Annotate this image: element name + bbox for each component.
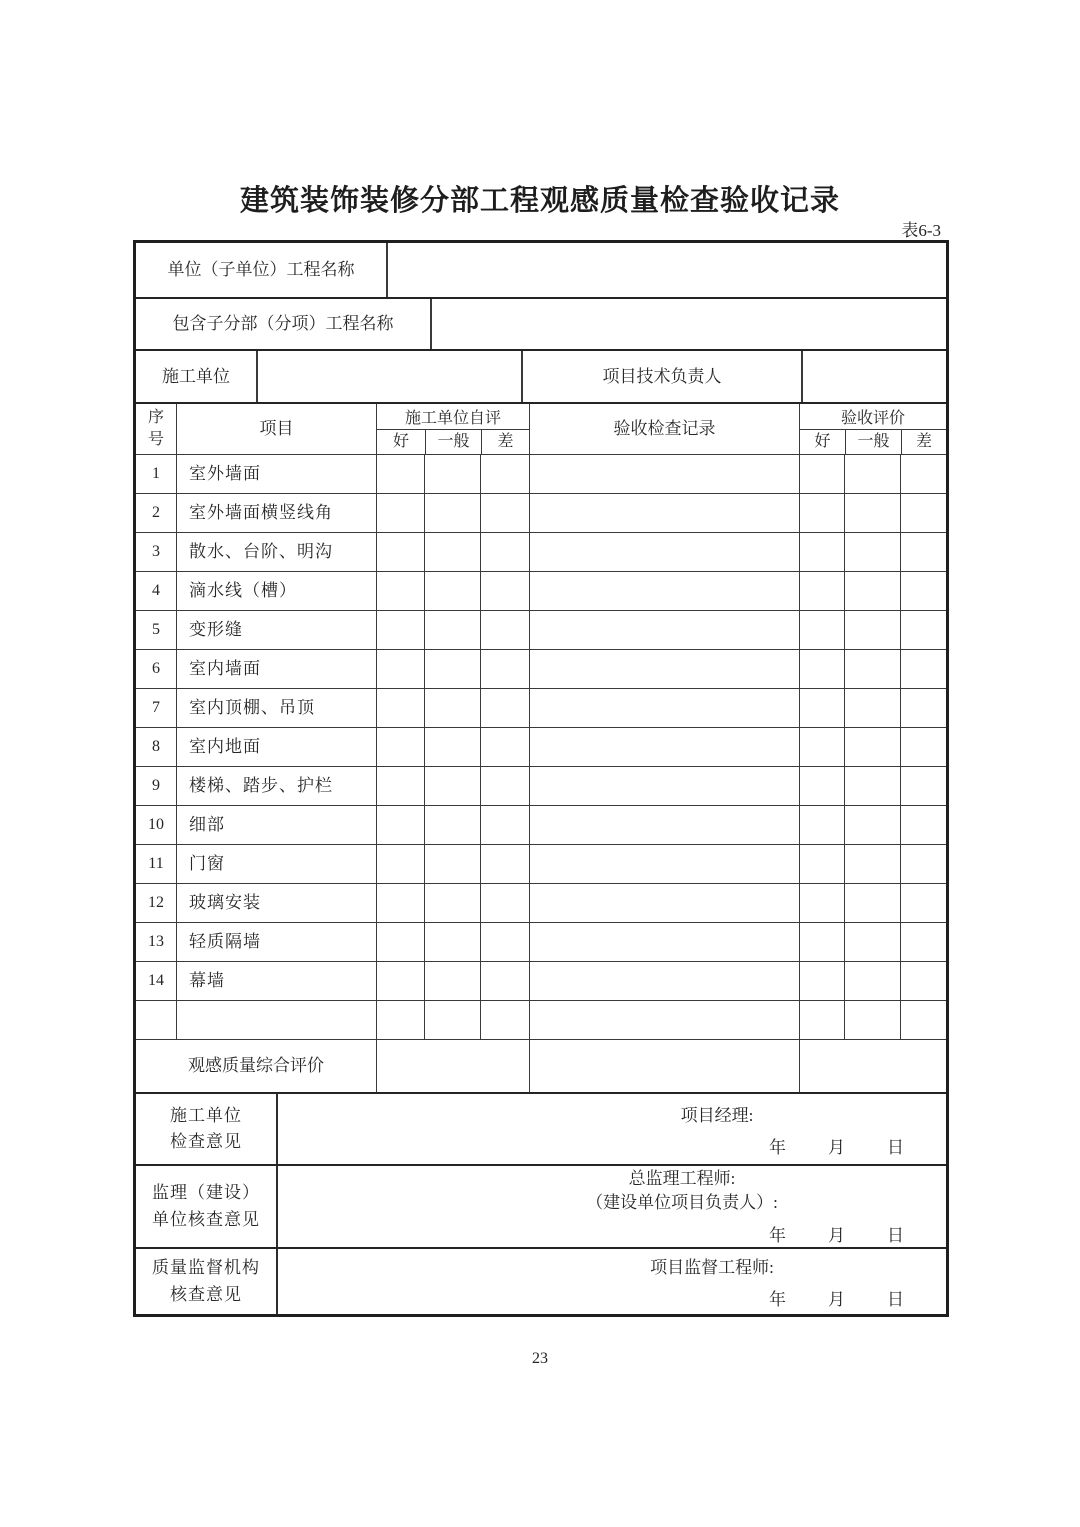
inspection-record-cell <box>529 455 799 493</box>
row-item-label: 室内地面 <box>176 728 376 766</box>
acceptance-poor-cell <box>900 455 946 493</box>
acceptance-good-cell <box>799 611 844 649</box>
date-year-label: 年 <box>769 1226 786 1246</box>
inspection-record-cell <box>529 494 799 532</box>
self-eval-poor-cell <box>480 689 529 727</box>
acceptance-poor-header: 差 <box>901 430 946 454</box>
tech-lead-value-cell <box>801 351 946 402</box>
self-eval-average-cell <box>424 494 480 532</box>
acceptance-header: 验收评价 <box>800 404 946 430</box>
row-number: 3 <box>152 543 160 560</box>
unit-name-row <box>136 243 946 297</box>
self-eval-poor-header: 差 <box>481 430 529 454</box>
quality-agency-opinion-label <box>136 1249 276 1314</box>
page-title: 建筑装饰装修分部工程观感质量检查验收记录 <box>239 185 840 217</box>
table-row <box>136 883 946 922</box>
table-row <box>136 805 946 844</box>
self-eval-good-cell <box>376 650 424 688</box>
self-eval-poor-cell <box>480 533 529 571</box>
sub-part-name-value-cell <box>430 299 946 349</box>
construction-opinion-row <box>136 1092 946 1164</box>
inspection-record-cell <box>529 728 799 766</box>
row-item-label: 玻璃安装 <box>176 884 376 922</box>
quality-agency-opinion-row <box>136 1247 946 1314</box>
row-item-label: 散水、台阶、明沟 <box>176 533 376 571</box>
acceptance-good-cell <box>799 884 844 922</box>
quality-agency-opinion-label-line1: 质量监督机构 <box>152 1258 260 1278</box>
construction-opinion-label <box>136 1094 276 1164</box>
acceptance-average-cell <box>844 767 900 805</box>
acceptance-good-cell <box>799 923 844 961</box>
table-row <box>136 454 946 493</box>
acceptance-average-cell <box>844 689 900 727</box>
self-eval-good-cell <box>376 962 424 1000</box>
acceptance-poor-cell <box>900 728 946 766</box>
self-eval-good-cell <box>376 533 424 571</box>
acceptance-poor-cell <box>900 611 946 649</box>
table-row-empty <box>136 1000 946 1039</box>
page-number: 23 <box>532 1350 548 1367</box>
inspection-record-cell <box>529 767 799 805</box>
row-number: 1 <box>152 465 160 482</box>
row-item-label: 门窗 <box>176 845 376 883</box>
acceptance-average-cell <box>844 533 900 571</box>
supervision-opinion-content <box>276 1166 946 1247</box>
self-eval-poor-cell <box>480 455 529 493</box>
date-year-label: 年 <box>769 1137 786 1157</box>
chief-supervision-engineer-signature-label: 总监理工程师: <box>628 1168 736 1188</box>
self-eval-average-cell <box>424 884 480 922</box>
row-number: 12 <box>148 894 164 911</box>
row-item-label: 室外墙面横竖线角 <box>176 494 376 532</box>
contractor-value-cell <box>256 351 521 402</box>
self-eval-poor-cell <box>480 884 529 922</box>
self-eval-good-cell <box>376 611 424 649</box>
date-line <box>278 1285 946 1310</box>
acceptance-good-cell <box>799 689 844 727</box>
row-number: 4 <box>152 582 160 599</box>
acceptance-average-cell <box>844 1001 900 1039</box>
acceptance-poor-cell <box>900 572 946 610</box>
acceptance-poor-cell <box>900 845 946 883</box>
self-eval-good-cell <box>376 884 424 922</box>
quality-agency-opinion-label-line2: 核查意见 <box>170 1284 242 1304</box>
acceptance-average-cell <box>844 572 900 610</box>
supervision-opinion-label-line2: 单位核查意见 <box>152 1209 260 1229</box>
date-month-label: 月 <box>828 1226 845 1246</box>
acceptance-good-header: 好 <box>814 433 831 450</box>
self-eval-good-cell <box>376 845 424 883</box>
self-eval-poor-cell <box>480 767 529 805</box>
self-eval-poor-cell <box>480 650 529 688</box>
row-number: 10 <box>148 816 164 833</box>
row-item-label: 楼梯、踏步、护栏 <box>176 767 376 805</box>
self-eval-poor-cell <box>480 845 529 883</box>
row-number: 14 <box>148 972 164 989</box>
row-item-label: 室内顶棚、吊顶 <box>176 689 376 727</box>
acceptance-good-cell <box>799 494 844 532</box>
self-eval-header: 施工单位自评 <box>377 404 529 430</box>
table-row <box>136 961 946 1000</box>
contractor-label: 施工单位 <box>162 366 230 386</box>
self-eval-good-cell <box>376 572 424 610</box>
self-eval-good-cell <box>376 806 424 844</box>
overall-record-cell <box>529 1040 799 1092</box>
acceptance-average-cell <box>844 845 900 883</box>
inspection-record-cell <box>529 650 799 688</box>
acceptance-poor-cell <box>900 1001 946 1039</box>
row-item-label: 细部 <box>176 806 376 844</box>
self-eval-poor-cell <box>480 494 529 532</box>
row-item-label: 变形缝 <box>176 611 376 649</box>
supervision-opinion-row <box>136 1164 946 1247</box>
date-month-label: 月 <box>828 1290 845 1309</box>
self-eval-average-cell <box>424 806 480 844</box>
self-eval-average-cell <box>424 767 480 805</box>
date-line <box>278 1133 946 1158</box>
acceptance-average-cell <box>844 962 900 1000</box>
self-eval-average-header: 一般 <box>425 430 481 454</box>
acceptance-header-group <box>799 404 946 454</box>
self-eval-good-cell <box>376 689 424 727</box>
row-number: 13 <box>148 933 164 950</box>
inspection-record-cell <box>529 962 799 1000</box>
acceptance-poor-cell <box>900 494 946 532</box>
acceptance-good-cell <box>799 806 844 844</box>
construction-opinion-content <box>276 1094 946 1164</box>
date-day-label: 日 <box>887 1137 904 1157</box>
acceptance-poor-cell <box>900 689 946 727</box>
row-item-label: 轻质隔墙 <box>176 923 376 961</box>
table-number-tag: 表6-3 <box>901 221 941 240</box>
table-row <box>136 571 946 610</box>
tech-lead-label: 项目技术负责人 <box>521 351 801 402</box>
self-eval-poor-cell <box>480 806 529 844</box>
acceptance-poor-cell <box>900 533 946 571</box>
self-eval-good-cell <box>376 455 424 493</box>
acceptance-good-cell <box>799 728 844 766</box>
acceptance-good-cell <box>799 845 844 883</box>
self-eval-good-cell <box>376 728 424 766</box>
sub-part-name-label: 包含子分部（分项）工程名称 <box>172 314 394 334</box>
table-row <box>136 727 946 766</box>
acceptance-average-cell <box>844 650 900 688</box>
acceptance-good-cell <box>799 533 844 571</box>
inspection-record-cell <box>529 611 799 649</box>
date-month-label: 月 <box>828 1137 845 1157</box>
quality-agency-opinion-content <box>276 1249 946 1314</box>
contractor-row <box>136 349 946 402</box>
inspection-record-cell <box>529 572 799 610</box>
acceptance-average-cell <box>844 806 900 844</box>
table-row <box>136 766 946 805</box>
row-item-label: 室内墙面 <box>176 650 376 688</box>
owner-project-lead-signature-label: （建设单位项目负责人）: <box>586 1192 778 1212</box>
inspection-record-cell <box>529 884 799 922</box>
inspection-record-cell <box>529 923 799 961</box>
self-eval-poor-cell <box>480 728 529 766</box>
row-item-label <box>176 1001 376 1039</box>
row-number: 6 <box>152 660 160 677</box>
construction-opinion-label-line2: 检查意见 <box>170 1132 242 1151</box>
self-eval-poor-cell <box>480 962 529 1000</box>
row-number: 2 <box>152 504 160 521</box>
row-number: 8 <box>152 738 160 755</box>
inspection-record-cell <box>529 689 799 727</box>
self-eval-good-cell <box>376 494 424 532</box>
grid-header-row <box>136 402 946 454</box>
row-number: 11 <box>148 855 164 872</box>
table-row <box>136 649 946 688</box>
acceptance-good-cell <box>799 650 844 688</box>
self-eval-average-cell <box>424 650 480 688</box>
table-row <box>136 610 946 649</box>
acceptance-average-cell <box>844 611 900 649</box>
supervision-opinion-label <box>136 1166 276 1247</box>
acceptance-average-header: 一般 <box>845 430 901 454</box>
acceptance-average-cell <box>844 923 900 961</box>
self-eval-good-cell <box>376 767 424 805</box>
self-eval-good-cell <box>376 1001 424 1039</box>
row-item-label: 幕墙 <box>176 962 376 1000</box>
table-row <box>136 532 946 571</box>
acceptance-good-cell <box>799 767 844 805</box>
self-eval-poor-cell <box>480 611 529 649</box>
acceptance-average-cell <box>844 884 900 922</box>
date-day-label: 日 <box>887 1290 904 1309</box>
acceptance-poor-cell <box>900 650 946 688</box>
acceptance-average-cell <box>844 494 900 532</box>
overall-self-eval-cell <box>376 1040 529 1092</box>
self-eval-poor-cell <box>480 923 529 961</box>
sub-part-name-row <box>136 297 946 349</box>
self-eval-average-cell <box>424 455 480 493</box>
table-row <box>136 688 946 727</box>
acceptance-poor-cell <box>900 923 946 961</box>
acceptance-good-cell <box>799 1001 844 1039</box>
date-line <box>278 1221 946 1246</box>
self-eval-good-cell <box>376 923 424 961</box>
self-eval-average-cell <box>424 962 480 1000</box>
self-eval-average-cell <box>424 728 480 766</box>
table-row <box>136 493 946 532</box>
acceptance-poor-cell <box>900 767 946 805</box>
inspection-record-cell <box>529 845 799 883</box>
construction-opinion-label-line1: 施工单位 <box>170 1105 242 1125</box>
project-manager-signature-label: 项目经理: <box>680 1105 754 1125</box>
overall-evaluation-label: 观感质量综合评价 <box>188 1056 324 1076</box>
seq-column-header: 序号 <box>147 409 164 448</box>
acceptance-poor-cell <box>900 806 946 844</box>
date-day-label: 日 <box>887 1226 904 1246</box>
row-number: 9 <box>152 777 160 794</box>
self-eval-average-cell <box>424 1001 480 1039</box>
self-eval-poor-cell <box>480 572 529 610</box>
acceptance-good-cell <box>799 572 844 610</box>
row-number: 5 <box>152 621 160 638</box>
acceptance-good-cell <box>799 455 844 493</box>
project-supervision-engineer-signature-label: 项目监督工程师: <box>650 1258 774 1277</box>
row-item-label: 滴水线（槽） <box>176 572 376 610</box>
self-eval-header-group <box>376 404 529 454</box>
inspection-record-cell <box>529 806 799 844</box>
table-row <box>136 844 946 883</box>
self-eval-average-cell <box>424 923 480 961</box>
self-eval-average-cell <box>424 689 480 727</box>
row-number <box>136 1001 176 1039</box>
acceptance-average-cell <box>844 455 900 493</box>
row-item-label: 室外墙面 <box>176 455 376 493</box>
inspection-record-cell <box>529 533 799 571</box>
unit-name-label: 单位（子单位）工程名称 <box>167 260 355 280</box>
inspection-record-cell <box>529 1001 799 1039</box>
acceptance-average-cell <box>844 728 900 766</box>
self-eval-good-header: 好 <box>392 433 409 450</box>
unit-name-value-cell <box>386 243 946 297</box>
inspection-form-table <box>133 240 949 1317</box>
acceptance-poor-cell <box>900 962 946 1000</box>
overall-evaluation-row <box>136 1039 946 1092</box>
self-eval-average-cell <box>424 533 480 571</box>
self-eval-poor-cell <box>480 1001 529 1039</box>
date-year-label: 年 <box>769 1290 786 1309</box>
table-row <box>136 922 946 961</box>
acceptance-poor-cell <box>900 884 946 922</box>
overall-acceptance-cell <box>799 1040 946 1092</box>
self-eval-average-cell <box>424 611 480 649</box>
self-eval-average-cell <box>424 572 480 610</box>
acceptance-good-cell <box>799 962 844 1000</box>
item-column-header: 项目 <box>176 404 376 454</box>
supervision-opinion-label-line1: 监理（建设） <box>152 1183 260 1203</box>
row-number: 7 <box>152 699 160 716</box>
record-column-header: 验收检查记录 <box>529 404 799 454</box>
self-eval-average-cell <box>424 845 480 883</box>
